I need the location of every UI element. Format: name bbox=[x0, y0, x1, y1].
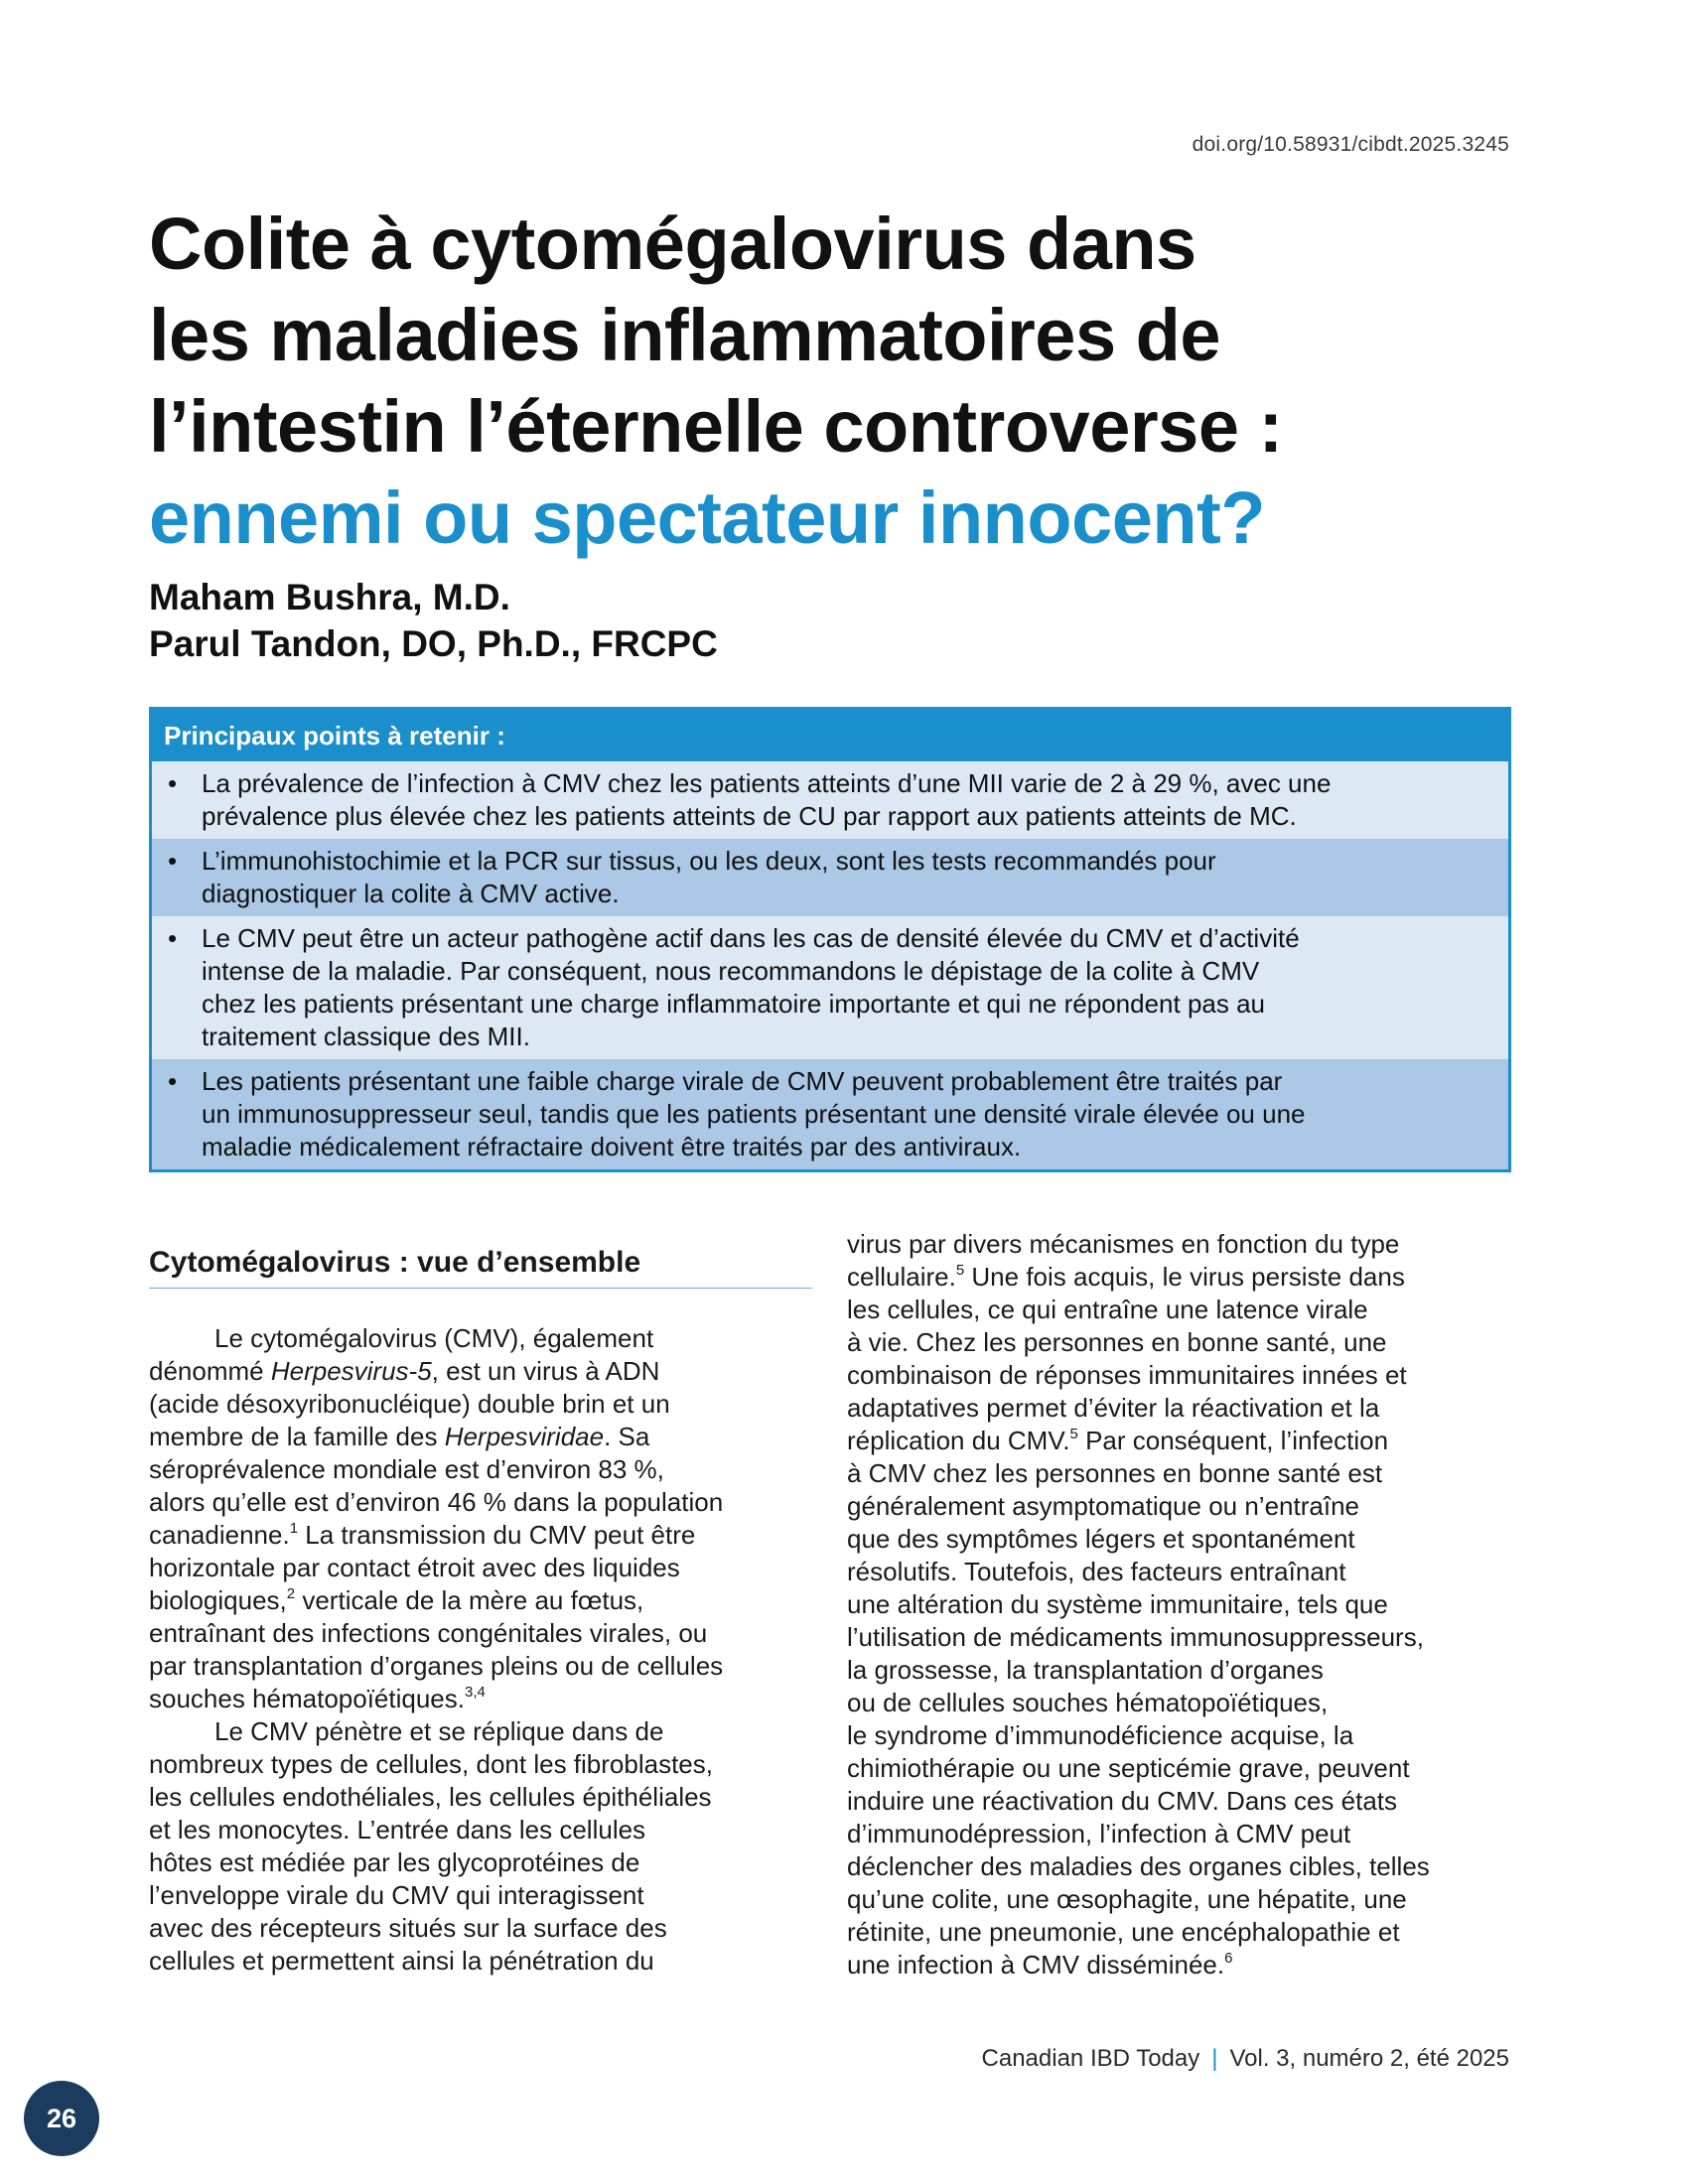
bullet-icon: • bbox=[168, 768, 178, 798]
body-line: membre de la famille des Herpesviridae. Sa bbox=[149, 1422, 650, 1451]
body-line: entraînant des infections congénitales virales, ou bbox=[149, 1618, 708, 1648]
key-point-line: Les patients présentant une faible charge virale de CMV peuvent probablement être traités par bbox=[202, 1066, 1283, 1096]
body-line: réplication du CMV.$^5$ Par conséquent, l’infection bbox=[847, 1426, 1389, 1455]
body-line: souches hématopoïétiques.$^{3,4}$ bbox=[149, 1684, 486, 1713]
section-heading: Cytomégalovirus : vue d’ensemble bbox=[149, 1246, 812, 1289]
body-line: avec des récepteurs situés sur la surface des bbox=[149, 1913, 667, 1943]
body-line: combinaison de réponses immunitaires innées et bbox=[847, 1360, 1407, 1390]
body-line: Le CMV pénètre et se réplique dans de bbox=[214, 1716, 664, 1746]
key-point-item bbox=[152, 1059, 1508, 1169]
doi-link[interactable]: doi.org/10.58931/cibdt.2025.3245 bbox=[1192, 133, 1509, 156]
body-line: par transplantation d’organes pleins ou de cellules bbox=[149, 1651, 724, 1681]
body-line: hôtes est médiée par les glycoprotéines de bbox=[149, 1847, 640, 1877]
body-line: généralement asymptomatique ou n’entraîne bbox=[847, 1491, 1359, 1521]
key-point-line: diagnostiquer la colite à CMV active. bbox=[202, 879, 620, 908]
key-point-item bbox=[152, 761, 1508, 839]
body-line: à vie. Chez les personnes en bonne santé, une bbox=[847, 1327, 1387, 1357]
footer-separator: | bbox=[1211, 2045, 1218, 2072]
key-point-line: La prévalence de l’infection à CMV chez les patients atteints d’une MII varie de 2 à 29 %, avec une bbox=[202, 768, 1332, 798]
article-title bbox=[149, 199, 1539, 564]
issue-info: Vol. 3, numéro 2, été 2025 bbox=[1229, 2045, 1509, 2072]
body-line: l’enveloppe virale du CMV qui interagissent bbox=[149, 1880, 644, 1910]
key-point-line: traitement classique des MII. bbox=[202, 1022, 530, 1051]
citation-ref: 6 bbox=[1224, 1950, 1233, 1967]
body-column-right bbox=[847, 1228, 1430, 1981]
body-line: biologiques,$^2$ verticale de la mère au fœtus, bbox=[149, 1585, 644, 1615]
author-2: Parul Tandon, DO, Ph.D., FRCPC bbox=[149, 623, 718, 664]
body-line: Le cytomégalovirus (CMV), également bbox=[214, 1323, 654, 1353]
key-point-line: Le CMV peut être un acteur pathogène actif dans les cas de densité élevée du CMV et d’activité bbox=[202, 923, 1300, 953]
body-line: que des symptômes légers et spontanément bbox=[847, 1524, 1355, 1554]
body-column-left bbox=[149, 1322, 723, 1978]
citation-ref: 5 bbox=[955, 1262, 965, 1279]
page-number-badge: 26 bbox=[24, 2081, 99, 2156]
key-points-header: Principaux points à retenir : bbox=[152, 710, 1508, 761]
bullet-icon: • bbox=[168, 1066, 178, 1096]
citation-ref: 3,4 bbox=[465, 1684, 486, 1701]
body-line: qu’une colite, une œsophagite, une hépatite, une bbox=[847, 1884, 1407, 1914]
body-line: les cellules endothéliales, les cellules épithéliales bbox=[149, 1782, 712, 1812]
body-line: rétinite, une pneumonie, une encéphalopathie et bbox=[847, 1917, 1400, 1947]
body-line: résolutifs. Toutefois, des facteurs entraînant bbox=[847, 1557, 1346, 1586]
body-line: nombreux types de cellules, dont les fibroblastes, bbox=[149, 1749, 713, 1779]
body-line: la grossesse, la transplantation d’organes bbox=[847, 1655, 1324, 1685]
key-point-line: prévalence plus élevée chez les patients atteints de CU par rapport aux patients atteints de MC. bbox=[202, 801, 1297, 831]
bullet-icon: • bbox=[168, 846, 178, 876]
body-line: séroprévalence mondiale est d’environ 83 %, bbox=[149, 1454, 664, 1484]
author-list bbox=[149, 574, 718, 667]
key-point-line: L’immunohistochimie et la PCR sur tissus, ou les deux, sont les tests recommandés pour bbox=[202, 846, 1216, 876]
page-footer bbox=[982, 2045, 1509, 2073]
body-line: une altération du système immunitaire, tels que bbox=[847, 1589, 1388, 1619]
key-point-item bbox=[152, 839, 1508, 916]
key-points-box bbox=[149, 707, 1511, 1172]
body-line: et les monocytes. L’entrée dans les cellules bbox=[149, 1815, 646, 1844]
body-line: ou de cellules souches hématopoïétiques, bbox=[847, 1688, 1329, 1717]
journal-name: Canadian IBD Today bbox=[981, 2045, 1200, 2072]
key-point-line: un immunosuppresseur seul, tandis que les patients présentant une densité virale élevée ou une bbox=[202, 1099, 1306, 1129]
body-line: le syndrome d’immunodéficience acquise, la bbox=[847, 1720, 1354, 1750]
body-line: (acide désoxyribonucléique) double brin et un bbox=[149, 1389, 670, 1419]
bullet-icon: • bbox=[168, 923, 178, 953]
body-line: induire une réactivation du CMV. Dans ces états bbox=[847, 1786, 1398, 1816]
body-line: d’immunodépression, l’infection à CMV peut bbox=[847, 1819, 1351, 1848]
body-line: virus par divers mécanismes en fonction du type bbox=[847, 1229, 1400, 1259]
key-point-line: chez les patients présentant une charge inflammatoire importante et qui ne répondent pas au bbox=[202, 989, 1266, 1019]
body-line: horizontale par contact étroit avec des liquides bbox=[149, 1553, 680, 1582]
key-point-item bbox=[152, 916, 1508, 1059]
key-point-line: intense de la maladie. Par conséquent, nous recommandons le dépistage de la colite à CMV bbox=[202, 956, 1260, 986]
body-line: déclencher des maladies des organes cibles, telles bbox=[847, 1851, 1430, 1881]
title-line-1: Colite à cytomégalovirus dans bbox=[149, 203, 1196, 285]
key-point-line: maladie médicalement réfractaire doivent être traités par des antiviraux. bbox=[202, 1132, 1022, 1161]
body-line: à CMV chez les personnes en bonne santé est bbox=[847, 1458, 1383, 1488]
title-line-3: l’intestin l’éternelle controverse : bbox=[149, 385, 1283, 468]
citation-ref: 5 bbox=[1069, 1426, 1078, 1442]
title-accent-line: ennemi ou spectateur innocent? bbox=[149, 477, 1265, 559]
title-line-2: les maladies inflammatoires de bbox=[149, 294, 1221, 376]
body-line: une infection à CMV disséminée.$^6$ bbox=[847, 1950, 1233, 1979]
body-line: adaptatives permet d’éviter la réactivation et la bbox=[847, 1393, 1380, 1423]
body-line: les cellules, ce qui entraîne une latence virale bbox=[847, 1295, 1368, 1324]
body-line: cellulaire.$^5$ Une fois acquis, le virus persiste dans bbox=[847, 1262, 1405, 1292]
author-1: Maham Bushra, M.D. bbox=[149, 577, 510, 617]
body-line: canadienne.$^1$ La transmission du CMV peut être bbox=[149, 1520, 696, 1550]
body-line: l’utilisation de médicaments immunosuppresseurs, bbox=[847, 1622, 1424, 1652]
body-line: dénommé Herpesvirus-5, est un virus à ADN bbox=[149, 1356, 660, 1386]
body-line: chimiothérapie ou une septicémie grave, peuvent bbox=[847, 1753, 1410, 1783]
body-line: alors qu’elle est d’environ 46 % dans la population bbox=[149, 1487, 724, 1517]
citation-ref: 1 bbox=[289, 1520, 299, 1537]
citation-ref: 2 bbox=[286, 1585, 296, 1602]
body-line: cellules et permettent ainsi la pénétration du bbox=[149, 1946, 654, 1976]
